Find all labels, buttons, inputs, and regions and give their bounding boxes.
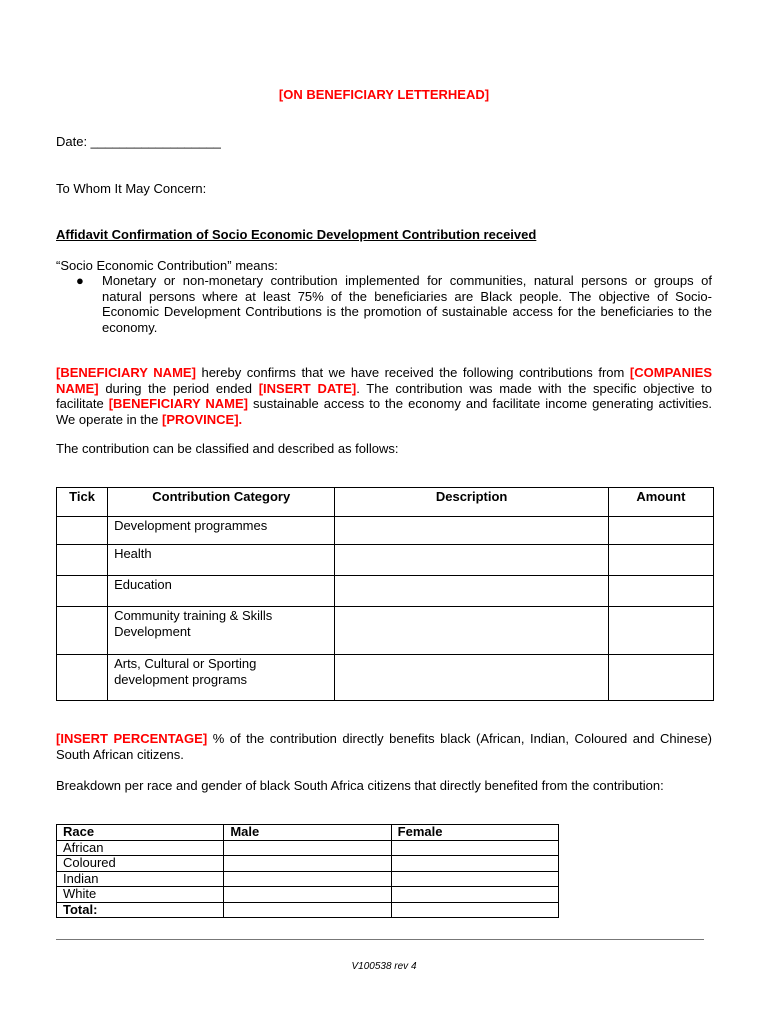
letterhead-placeholder: [ON BENEFICIARY LETTERHEAD] [278,87,490,102]
race-cell: White [57,887,224,903]
description-cell[interactable] [335,655,608,701]
male-cell[interactable] [224,887,391,903]
document-title [56,227,712,243]
female-cell[interactable] [391,840,558,856]
document-title-text: Affidavit Confirmation of Socio Economic Development Contribution received [56,227,537,242]
insert-date-placeholder: [INSERT DATE] [258,380,357,396]
header-amount: Amount [608,488,713,517]
date-line: Date: __________________ [56,134,221,149]
beneficiary-name-placeholder: [BENEFICIARY NAME] [56,365,196,380]
province-placeholder: [PROVINCE]. [162,411,243,427]
male-cell[interactable] [224,856,391,872]
contribution-table [56,487,714,701]
amount-cell[interactable] [608,517,713,545]
amount-cell[interactable] [608,655,713,701]
bullet-icon: ● [76,273,84,288]
insert-percentage-placeholder: [INSERT PERCENTAGE] [56,731,208,746]
classified-text: The contribution can be classified and described as follows: [56,441,399,456]
confirmation-text: sustainable access to the economy and facilitate income generating activities. We operate in the [56,396,712,427]
male-cell[interactable] [224,871,391,887]
race-cell: African [57,840,224,856]
tick-cell[interactable] [57,517,108,545]
total-label: Total: [57,902,224,918]
description-cell[interactable] [335,545,608,576]
amount-cell[interactable] [608,545,713,576]
table-row [57,871,559,887]
description-cell[interactable] [335,576,608,607]
tick-cell[interactable] [57,545,108,576]
breakdown-text: Breakdown per race and gender of black South Africa citizens that directly benefited from the contribution: [56,778,664,793]
table-row [57,887,559,903]
category-cell: Development programmes [108,517,335,545]
table-row [57,576,714,607]
tick-cell[interactable] [57,607,108,655]
footer-divider [56,939,704,940]
description-cell[interactable] [335,607,608,655]
companies-name-placeholder: [COMPANIES NAME] [56,365,713,396]
confirmation-paragraph [56,365,712,427]
tick-cell[interactable] [57,576,108,607]
header-tick: Tick [57,488,108,517]
header-race: Race [57,825,224,841]
table-header-row [57,825,559,841]
beneficiary-name-placeholder: [BENEFICIARY NAME] [108,396,249,411]
table-header-row [57,488,714,517]
female-cell[interactable] [391,856,558,872]
table-row [57,517,714,545]
percentage-text: % of the contribution directly benefits black (African, Indian, Coloured and Chinese) South African citizens. [56,731,713,762]
header-description: Description [335,488,608,517]
female-total-cell[interactable] [391,902,558,918]
description-cell[interactable] [335,517,608,545]
female-cell[interactable] [391,871,558,887]
footer-version: V100538 rev 4 [351,961,417,972]
table-row [57,545,714,576]
definition-intro: “Socio Economic Contribution” means: [56,258,278,273]
category-cell: Community training & Skills Development [108,607,335,655]
percentage-paragraph [56,731,712,762]
male-cell[interactable] [224,840,391,856]
header-male: Male [224,825,391,841]
table-row [57,840,559,856]
table-row [57,607,714,655]
confirmation-text: . The contribution was made with the specific objective to facilitate [56,380,712,411]
header-category: Contribution Category [108,488,335,517]
amount-cell[interactable] [608,607,713,655]
category-cell: Health [108,545,335,576]
tick-cell[interactable] [57,655,108,701]
table-row [57,856,559,872]
category-cell: Arts, Cultural or Sporting development programs [108,655,335,701]
male-total-cell[interactable] [224,902,391,918]
confirmation-text: hereby confirms that we have received the following contributions from [195,365,630,380]
header-female: Female [391,825,558,841]
confirmation-text: during the period ended [98,380,259,396]
table-row [57,655,714,701]
salutation: To Whom It May Concern: [56,181,207,196]
amount-cell[interactable] [608,576,713,607]
race-gender-table [56,824,559,918]
race-cell: Indian [57,871,224,887]
definition-bullet-text: Monetary or non-monetary contribution implemented for communities, natural persons or groups of natural persons where at least 75% of the beneficiaries are Black people. The objective of Socio-Economic Development Contributions is the promotion of sustainable access for the beneficiaries to the economy. [102,273,712,335]
category-cell: Education [108,576,335,607]
total-row [57,902,559,918]
female-cell[interactable] [391,887,558,903]
race-cell: Coloured [57,856,224,872]
